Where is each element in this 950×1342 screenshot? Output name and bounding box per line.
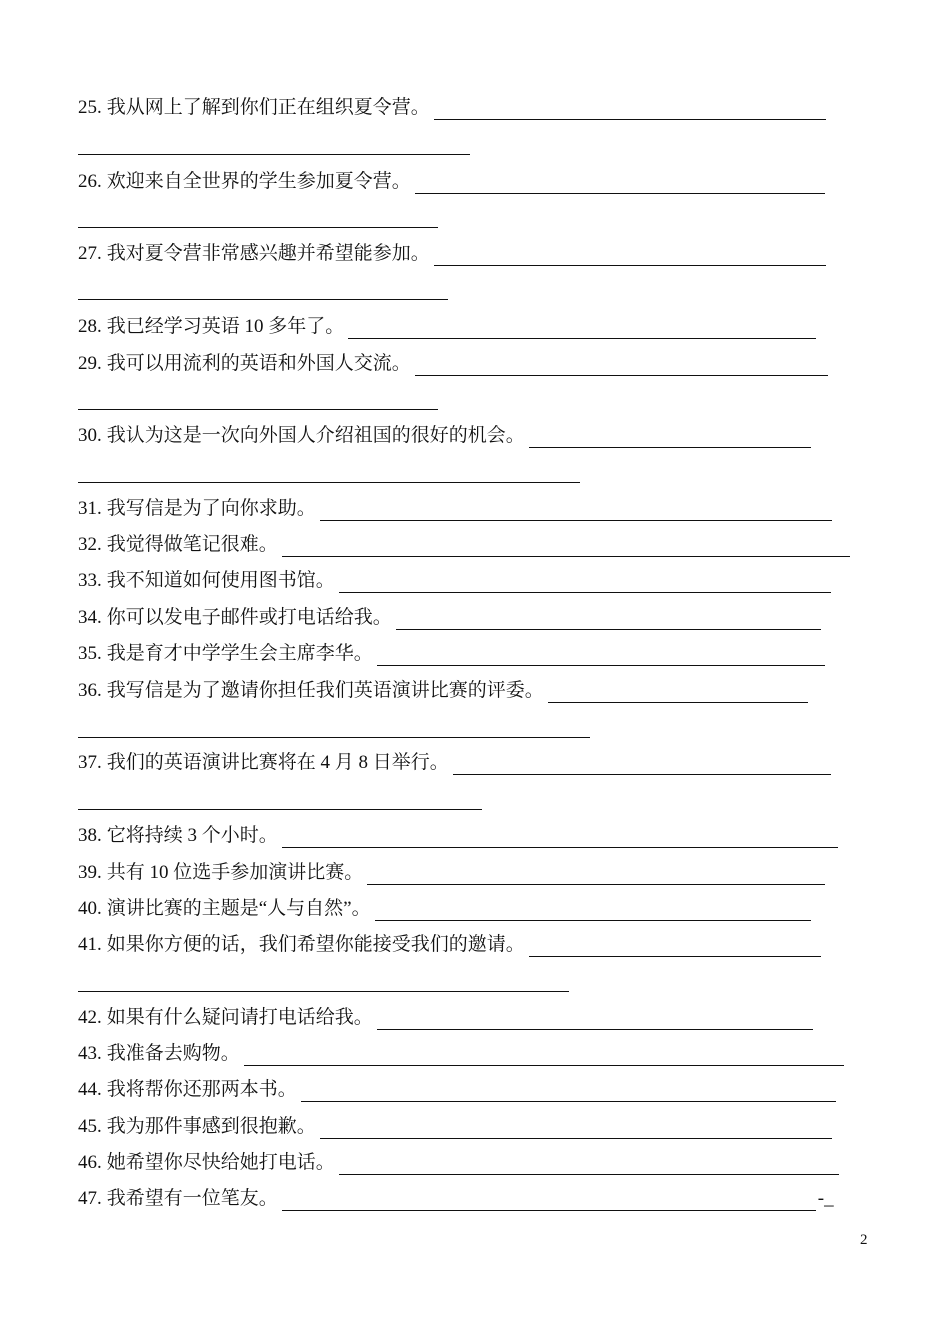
list-item bbox=[78, 1078, 836, 1102]
item-sentence: 我觉得做笔记很难。 bbox=[106, 534, 278, 555]
answer-blank[interactable] bbox=[282, 829, 838, 848]
item-number: 35. bbox=[78, 643, 102, 664]
answer-blank[interactable] bbox=[320, 1120, 832, 1139]
item-number: 36. bbox=[78, 680, 102, 701]
list-item bbox=[78, 1115, 832, 1139]
list-item bbox=[78, 751, 831, 775]
item-number: 32. bbox=[78, 534, 102, 555]
item-sentence: 我从网上了解到你们正在组织夏令营。 bbox=[106, 97, 430, 118]
item-sentence: 我不知道如何使用图书馆。 bbox=[106, 570, 335, 591]
item-sentence: 演讲比赛的主题是“人与自然”。 bbox=[106, 898, 371, 919]
item-number: 28. bbox=[78, 316, 102, 337]
list-item bbox=[78, 642, 825, 666]
item-number: 38. bbox=[78, 825, 102, 846]
answer-blank[interactable] bbox=[301, 1083, 836, 1102]
answer-blank[interactable] bbox=[282, 538, 850, 557]
answer-blank[interactable] bbox=[415, 175, 825, 194]
item-sentence: 你可以发电子邮件或打电话给我。 bbox=[106, 607, 392, 628]
answer-blank[interactable] bbox=[377, 1011, 813, 1030]
answer-blank[interactable] bbox=[548, 684, 808, 703]
item-number: 44. bbox=[78, 1079, 102, 1100]
list-item bbox=[78, 242, 826, 266]
item-number: 33. bbox=[78, 570, 102, 591]
item-number: 27. bbox=[78, 243, 102, 264]
answer-blank[interactable] bbox=[529, 938, 821, 957]
item-number: 26. bbox=[78, 171, 102, 192]
answer-blank[interactable] bbox=[339, 1156, 839, 1175]
list-item bbox=[78, 170, 825, 194]
item-number: 34. bbox=[78, 607, 102, 628]
item-sentence: 如果你方便的话，我们希望你能接受我们的邀请。 bbox=[106, 934, 525, 955]
item-sentence: 我们的英语演讲比赛将在 4 月 8 日举行。 bbox=[106, 752, 449, 773]
item-number: 45. bbox=[78, 1116, 102, 1137]
answer-blank[interactable] bbox=[434, 101, 826, 120]
answer-blank[interactable] bbox=[320, 502, 832, 521]
item-number: 29. bbox=[78, 353, 102, 374]
answer-blank-continued[interactable] bbox=[78, 154, 470, 155]
answer-blank[interactable] bbox=[396, 611, 821, 630]
list-item bbox=[78, 424, 811, 448]
line-end-mark: -_ bbox=[817, 1188, 834, 1209]
item-number: 25. bbox=[78, 97, 102, 118]
answer-blank-continued[interactable] bbox=[78, 299, 448, 300]
answer-blank-continued[interactable] bbox=[78, 737, 590, 738]
item-sentence: 我认为这是一次向外国人介绍祖国的很好的机会。 bbox=[106, 425, 525, 446]
list-item bbox=[78, 606, 821, 630]
answer-blank[interactable] bbox=[348, 320, 816, 339]
item-number: 37. bbox=[78, 752, 102, 773]
answer-blank[interactable] bbox=[244, 1047, 844, 1066]
item-sentence: 我将帮你还那两本书。 bbox=[106, 1079, 297, 1100]
item-number: 41. bbox=[78, 934, 102, 955]
answer-blank[interactable] bbox=[453, 756, 831, 775]
item-sentence: 我写信是为了邀请你担任我们英语演讲比赛的评委。 bbox=[106, 680, 544, 701]
item-number: 46. bbox=[78, 1152, 102, 1173]
answer-blank-continued[interactable] bbox=[78, 809, 482, 810]
item-sentence: 它将持续 3 个小时。 bbox=[106, 825, 278, 846]
answer-blank[interactable] bbox=[367, 866, 825, 885]
list-item bbox=[78, 861, 825, 885]
list-item bbox=[78, 352, 828, 376]
list-item bbox=[78, 569, 831, 593]
item-sentence: 我对夏令营非常感兴趣并希望能参加。 bbox=[106, 243, 430, 264]
page-number: 2 bbox=[860, 1232, 868, 1248]
list-item bbox=[78, 96, 826, 120]
list-item bbox=[78, 824, 838, 848]
answer-blank[interactable] bbox=[339, 574, 831, 593]
item-sentence: 欢迎来自全世界的学生参加夏令营。 bbox=[106, 171, 411, 192]
answer-blank-continued[interactable] bbox=[78, 227, 438, 228]
list-item bbox=[78, 315, 816, 339]
item-number: 43. bbox=[78, 1043, 102, 1064]
answer-blank[interactable] bbox=[434, 247, 826, 266]
list-item bbox=[78, 933, 821, 957]
list-item bbox=[78, 1006, 813, 1030]
item-sentence: 我希望有一位笔友。 bbox=[106, 1188, 278, 1209]
list-item bbox=[78, 679, 808, 703]
item-sentence: 我可以用流利的英语和外国人交流。 bbox=[106, 353, 411, 374]
item-number: 47. bbox=[78, 1188, 102, 1209]
answer-blank[interactable] bbox=[375, 902, 811, 921]
item-sentence: 我准备去购物。 bbox=[106, 1043, 240, 1064]
item-number: 30. bbox=[78, 425, 102, 446]
list-item bbox=[78, 897, 811, 921]
item-sentence: 如果有什么疑问请打电话给我。 bbox=[106, 1007, 373, 1028]
list-item bbox=[78, 1042, 844, 1066]
item-number: 31. bbox=[78, 498, 102, 519]
answer-blank-continued[interactable] bbox=[78, 482, 580, 483]
item-sentence: 共有 10 位选手参加演讲比赛。 bbox=[106, 862, 364, 883]
item-sentence: 我已经学习英语 10 多年了。 bbox=[106, 316, 345, 337]
item-number: 42. bbox=[78, 1007, 102, 1028]
item-sentence: 我写信是为了向你求助。 bbox=[106, 498, 316, 519]
item-sentence: 她希望你尽快给她打电话。 bbox=[106, 1152, 335, 1173]
item-number: 40. bbox=[78, 898, 102, 919]
list-item bbox=[78, 1151, 839, 1175]
item-sentence: 我是育才中学学生会主席李华。 bbox=[106, 643, 373, 664]
answer-blank[interactable] bbox=[377, 647, 825, 666]
list-item bbox=[78, 533, 850, 557]
list-item bbox=[78, 1187, 834, 1211]
list-item bbox=[78, 497, 832, 521]
answer-blank[interactable] bbox=[529, 429, 811, 448]
item-number: 39. bbox=[78, 862, 102, 883]
answer-blank[interactable] bbox=[415, 357, 828, 376]
answer-blank-continued[interactable] bbox=[78, 409, 438, 410]
answer-blank[interactable] bbox=[282, 1192, 816, 1211]
item-sentence: 我为那件事感到很抱歉。 bbox=[106, 1116, 316, 1137]
answer-blank-continued[interactable] bbox=[78, 991, 569, 992]
